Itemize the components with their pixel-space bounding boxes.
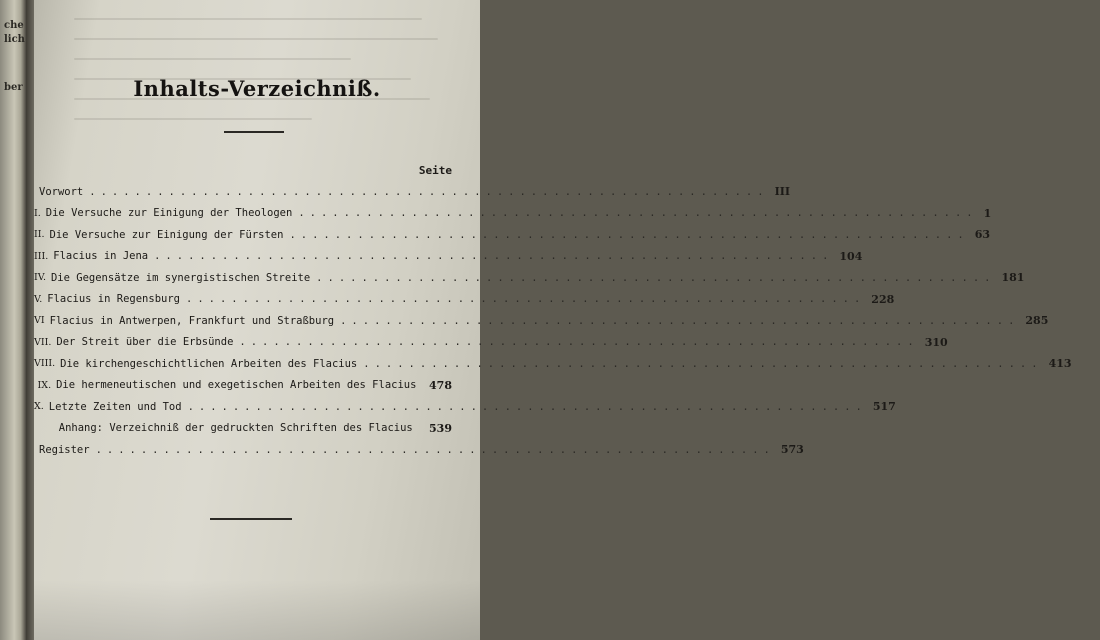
left-page-fragment: che [4, 20, 24, 31]
dot-leader: ............................................................ [154, 250, 834, 263]
chapter-number: III. [34, 250, 49, 262]
dot-leader: ............................................................ [239, 336, 919, 349]
toc-entry [34, 439, 804, 461]
dot-leader: ............................................................ [95, 443, 775, 456]
chapter-title: Letzte Zeiten und Tod [48, 400, 182, 413]
page-number: 104 [839, 249, 863, 263]
dot-leader: ............................................................ [289, 228, 969, 241]
chapter-number: VII. [34, 336, 52, 348]
dot-leader: ............................................................ [89, 185, 769, 198]
chapter-title: Flacius in Antwerpen, Frankfurt und Straßburg [49, 314, 335, 327]
toc-entry [34, 332, 948, 354]
toc-entry [34, 267, 1025, 289]
toc-entry [34, 289, 895, 311]
chapter-title: Register [39, 443, 90, 456]
chapter-number: II. [34, 229, 45, 241]
toc-entry [34, 375, 480, 397]
chapter-number: I. [34, 207, 41, 219]
toc-list [34, 181, 1072, 461]
page-number: 285 [1025, 314, 1049, 328]
page-number: 181 [1001, 271, 1025, 285]
chapter-title: Vorwort [39, 185, 84, 198]
chapter-number: X. [34, 401, 44, 413]
book-page [34, 0, 1072, 640]
chapter-title: Die Gegensätze im synergistischen Streite [50, 271, 311, 284]
chapter-number: V. [34, 293, 43, 305]
closing-rule [210, 518, 292, 520]
toc-entry [34, 224, 991, 246]
toc-entry [34, 181, 790, 203]
dot-leader: ............................................................ [186, 293, 866, 306]
chapter-number: VIII. [34, 358, 56, 370]
page-number: 517 [872, 400, 896, 414]
left-page-fragment: lich [4, 34, 25, 45]
dot-leader: ............................................................ [316, 271, 996, 284]
page-number: 413 [1048, 357, 1072, 371]
page-title: Inhalts-Verzeichniß. [133, 76, 381, 101]
chapter-title: Flacius in Regensburg [47, 293, 180, 306]
chapter-title: Die hermeneutischen und exegetischen Arbeiten des Flacius [56, 379, 417, 392]
page-number: 1 [983, 206, 992, 220]
title-rule [224, 131, 284, 133]
chapter-title: Der Streit über die Erbsünde [56, 336, 234, 349]
page-number: 310 [924, 335, 948, 349]
chapter-number: IX. [37, 379, 52, 391]
chapter-title: Die kirchengeschichtlichen Arbeiten des Flacius [60, 357, 358, 370]
chapter-title: Die Versuche zur Einigung der Theologen [45, 207, 293, 220]
dot-leader: ............................................................ [298, 207, 978, 220]
chapter-number: IV. [34, 272, 46, 284]
toc-entry [34, 396, 896, 418]
chapter-title: Anhang: Verzeichniß der gedruckten Schriften des Flacius [58, 422, 413, 435]
page-number: 63 [974, 228, 991, 242]
toc-entry [34, 418, 480, 440]
show-through [74, 0, 470, 140]
page-number: 228 [871, 292, 895, 306]
toc-entry [34, 203, 992, 225]
dot-leader: ............................................................ [187, 400, 867, 413]
chapter-number: VI [34, 315, 45, 327]
dot-leader: ............................................................ [363, 357, 1043, 370]
toc-entry [34, 246, 863, 268]
chapter-title: Die Versuche zur Einigung der Fürsten [49, 228, 284, 241]
toc-entry [34, 353, 1072, 375]
page-number: 478 [429, 378, 452, 392]
page-number: III [774, 185, 790, 199]
chapter-title: Flacius in Jena [53, 250, 149, 263]
page-number: 573 [780, 443, 804, 457]
page-number: 539 [429, 421, 452, 435]
page-column-header: Seite [418, 164, 452, 177]
left-page-edge [0, 0, 26, 640]
left-page-fragment: ber [4, 82, 23, 93]
toc-entry [34, 310, 1049, 332]
dot-leader: ............................................................ [340, 314, 1020, 327]
